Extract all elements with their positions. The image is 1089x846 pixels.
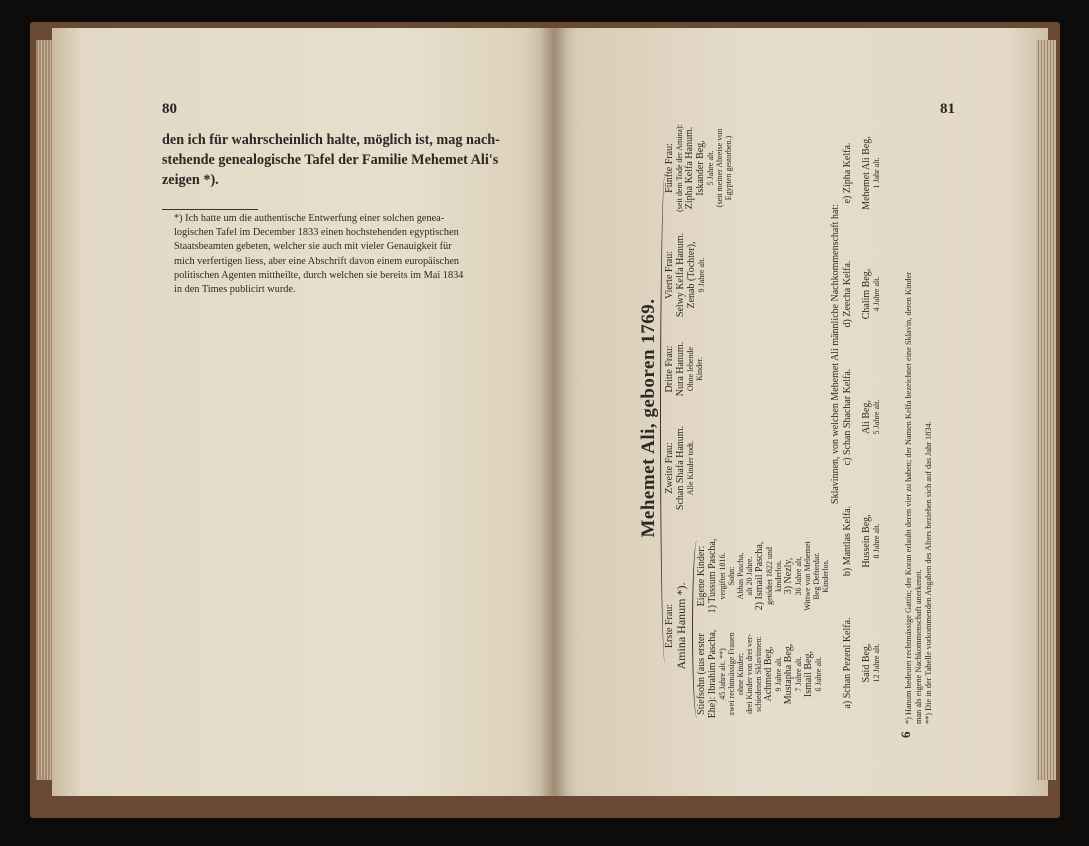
text-line: (seit dem Tode der Amina): <box>675 124 684 212</box>
table-title: Mehemet Ali, geboren 1769. <box>638 298 659 538</box>
footnote-line: in den Times publicirt wurde. <box>174 284 296 296</box>
page-edges-right <box>1036 40 1056 780</box>
body-line: den ich für wahrscheinlich halte, möglich ist, mag nach- <box>162 132 500 148</box>
son-name: Mehemet Ali Beg, <box>861 136 872 210</box>
slave-mother: b) Mantlas Kelfa. <box>842 505 853 577</box>
footnote-line: *) Ich hatte um die authentische Entwerfung einer solchen genea- <box>174 213 445 224</box>
wife-3 <box>664 326 704 412</box>
text-line: (seit meiner Abreise von <box>715 128 724 208</box>
wife-2 <box>664 412 695 524</box>
wife-label: Fünfte Frau: <box>664 143 675 193</box>
footnote-line: **) Die in der Tabelle vorkommenden Angaben des Alters beziehen sich auf das Jahr 1834. <box>924 421 933 724</box>
footnote-line: man als eigene Nachkommenschaft anerkennt. <box>914 569 923 724</box>
text-line: 36 Jahre alt, <box>794 556 803 596</box>
body-paragraph <box>162 130 502 190</box>
text-line: Abbas Pascha, <box>736 552 745 600</box>
text-line: 3) Nezly, <box>783 557 794 595</box>
signature-mark: 6 <box>898 731 913 738</box>
text-line: Achmed Beg, <box>763 646 774 702</box>
text-line: 2) Ismail Pascha, <box>754 541 765 611</box>
stepson-branch <box>696 624 823 724</box>
son-age: 12 Jahre alt. <box>872 643 881 683</box>
son-age: 8 Jahre alt. <box>872 523 881 559</box>
text-line: 6 Jahre alt. <box>814 656 823 692</box>
right-page-number: 81 <box>940 101 955 117</box>
text-line: Beg Defterdar. <box>812 552 821 600</box>
footnote-line: logischen Tafel im December 1833 einen hochstehenden egyptischen <box>174 227 459 239</box>
wife-name: Nura Hanum. <box>675 341 686 397</box>
text-line: Kinder. <box>695 357 704 381</box>
slave-a <box>842 602 881 724</box>
footnote-line: *) Hanum bedeutet rechtmässige Gattin; der Koran erlaubt deren vier zu haben; der Namen Kelfa bezeichnet eine Sklavin, deren Kinder <box>904 272 913 724</box>
son-age: 4 Jahre alt. <box>872 276 881 312</box>
son-age: 1 Jahr alt. <box>872 157 881 189</box>
right-footnotes <box>904 112 934 724</box>
own-children-branch <box>696 528 830 624</box>
wife-label: Zweite Frau: <box>664 442 675 494</box>
footnote-line: mich verfertigen liess, aber eine Abschrift davon einem europäischen <box>174 255 460 267</box>
slave-mother: d) Zeecha Kelfa. <box>842 260 853 328</box>
wife-5 <box>664 112 733 224</box>
text-line: Ismail Beg, <box>803 650 814 698</box>
son-name: Said Beg, <box>861 643 872 683</box>
text-line: Iskander Beg, <box>695 140 706 196</box>
body-line: zeigen *). <box>162 172 219 188</box>
text-line: Sohn: <box>727 566 736 586</box>
slave-mother: e) Zipha Kelfa. <box>842 142 853 204</box>
text-line: getödtet 1822 und <box>765 547 774 605</box>
slave-mother: a) Schan Pezenl Kelfa. <box>842 617 853 709</box>
text-line: Egypten gestorben.) <box>724 135 733 201</box>
text-line: 9 Jahre alt. <box>774 656 783 692</box>
slave-mother: c) Schan Shachar Kelfa. <box>842 368 853 466</box>
text-line: Zenab (Tochter), <box>686 241 697 309</box>
text-line: schiedenen Sklavinnen: <box>754 636 763 712</box>
slave-c <box>842 354 881 480</box>
wife-label: Erste Frau: <box>664 603 675 649</box>
wife-label: Dritte Frau: <box>664 345 675 393</box>
text-line: Mustapha Beg, <box>783 643 794 705</box>
slave-e <box>842 112 881 234</box>
left-page-number: 80 <box>162 101 177 117</box>
text-line: Alle Kinder todt. <box>686 440 695 496</box>
wife-label: Vierte Frau: <box>664 251 675 299</box>
wife-4 <box>664 224 706 326</box>
text-line: Kinderlos. <box>821 559 830 593</box>
text-line: 5 Jahre alt. <box>706 150 715 186</box>
text-line: vergiftet 1816. <box>718 552 727 600</box>
genealogical-table <box>560 112 960 738</box>
left-footnote <box>162 212 510 297</box>
slave-b <box>842 480 881 602</box>
text-line: alt 20 Jahre. <box>745 556 754 596</box>
text-line: 9 Jahre alt. <box>697 257 706 293</box>
text-line: Stiefsohn (aus erster Ehe): Ibrahim Pascha, <box>696 629 718 719</box>
footnote-line: politischen Agenten mittheilte, durch welchen sie bereits im Mai 1834 <box>174 269 464 281</box>
text-line: 45 Jahre alt. **) <box>718 648 727 700</box>
footnote-line: Staatsbeamten gebeten, welcher sie auch mit vieler Genauigkeit für <box>174 241 452 253</box>
son-name: Hussein Beg, <box>861 514 872 568</box>
text-line: kinderlos. <box>774 560 783 592</box>
wife-1 <box>664 528 688 724</box>
text-line: drei Kinder von drei ver- <box>745 634 754 714</box>
wife-name: Zipha Kelfa Hanum. <box>684 126 695 210</box>
wife-name: Amina Hanum *). <box>674 582 688 670</box>
wife-name: Schan Shafa Hanum. <box>675 425 686 511</box>
slaves-intro: Sklavinnen, von welchen Mehemet Ali männliche Nachkommenschaft hat: <box>830 204 841 504</box>
slave-d <box>842 234 881 354</box>
wife-name: Selwy Kelfa Hanum. <box>675 232 686 318</box>
son-name: Chalim Beg, <box>861 268 872 320</box>
text-line: Eigene Kinder: <box>696 545 707 607</box>
text-line: 1) Tussum Pascha, <box>707 538 718 614</box>
text-line: zwei rechtmässige Frauen <box>727 632 736 716</box>
son-age: 5 Jahre alt. <box>872 399 881 435</box>
footnote-rule <box>162 209 258 210</box>
text-line: 7 Jahre alt. <box>794 656 803 692</box>
son-name: Ali Beg, <box>861 400 872 434</box>
text-line: Ohne lebende <box>686 346 695 392</box>
text-line: Wittwe von Mehemet <box>803 541 812 611</box>
text-line: ohne Kinder; <box>736 653 745 695</box>
body-line: stehende genealogische Tafel der Familie Mehemet Ali's <box>162 152 499 168</box>
